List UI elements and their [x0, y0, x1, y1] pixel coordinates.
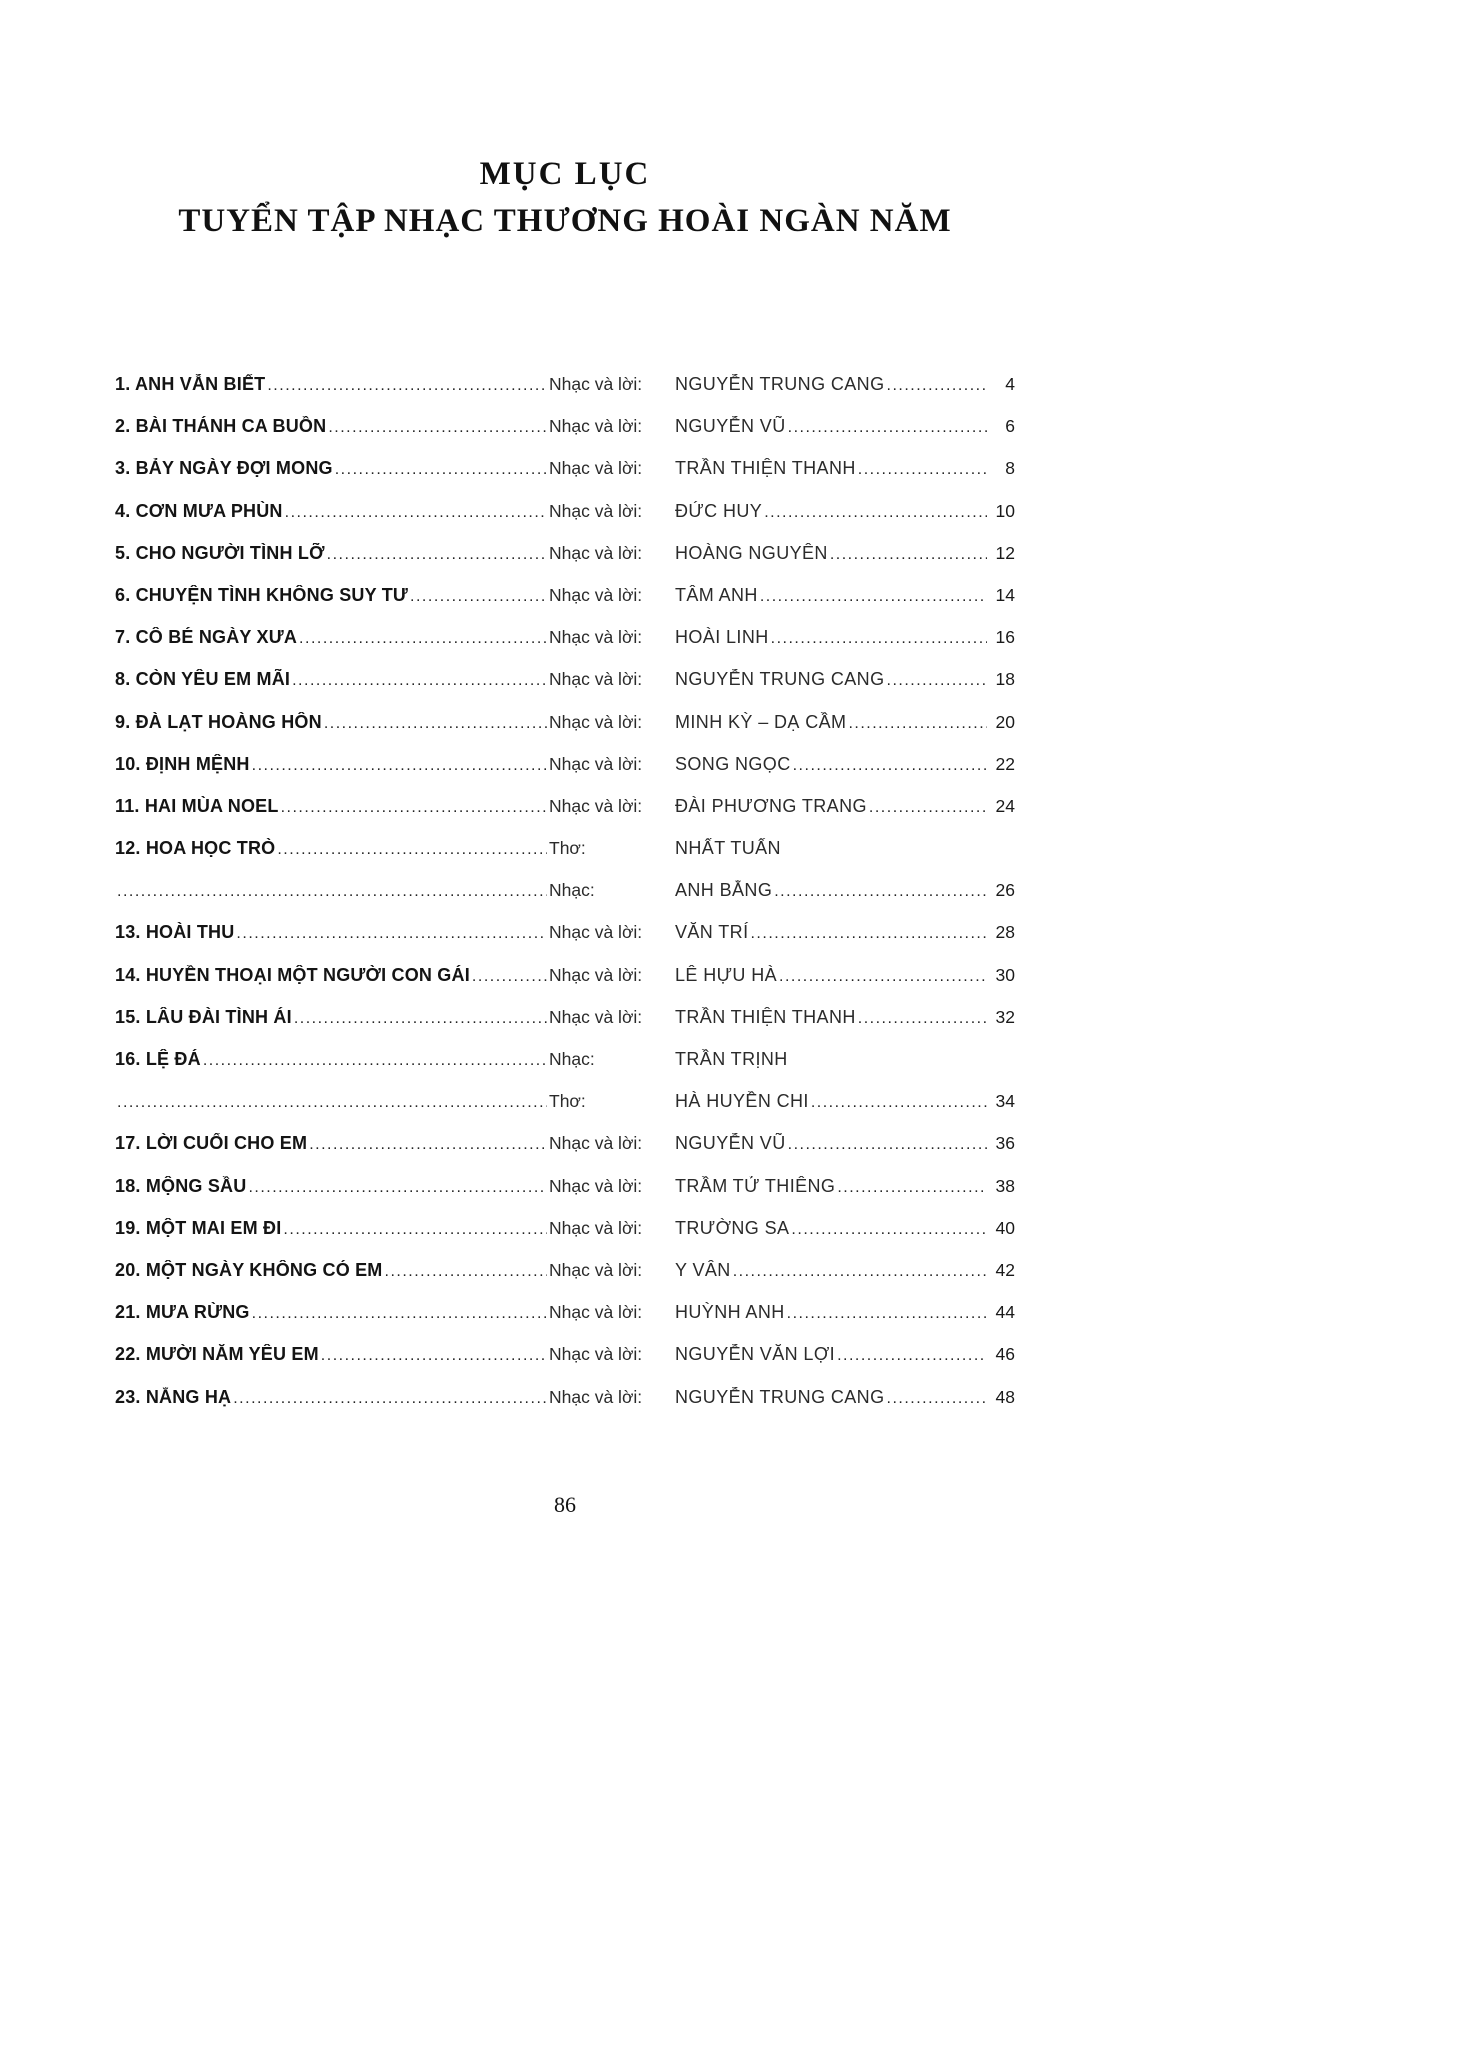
- toc-row-left-zone: [115, 1133, 547, 1154]
- song-title: 9. ĐÀ LẠT HOÀNG HÔN: [115, 711, 322, 732]
- toc-row: [115, 838, 1015, 880]
- author-name: HOÀI LINH: [675, 627, 769, 648]
- toc-row-left-zone: [115, 1094, 547, 1112]
- song-title: 13. HOÀI THU: [115, 922, 235, 943]
- dot-leader: [283, 1221, 547, 1239]
- toc-row-author-zone: [675, 1344, 1015, 1365]
- toc-row-author-zone: [675, 1387, 1015, 1408]
- toc-row-author-zone: [675, 1218, 1015, 1239]
- toc-row-author-zone: [675, 458, 1015, 479]
- author-dot-leader: [858, 1010, 987, 1028]
- credit-label: Nhạc và lời:: [549, 964, 643, 985]
- toc-row-left-zone: [115, 754, 547, 775]
- toc-row-left-zone: [115, 374, 547, 395]
- author-dot-leader: [887, 672, 988, 690]
- dot-leader: [252, 757, 547, 775]
- page-ref: 44: [995, 1302, 1015, 1323]
- credit-label: Nhạc và lời:: [549, 922, 643, 943]
- page-header: [115, 156, 1015, 240]
- toc-row: [115, 669, 1015, 711]
- author-name: NGUYỄN TRUNG CANG: [675, 374, 885, 394]
- toc-row-author-zone: [675, 1091, 1015, 1112]
- dot-leader: [309, 1136, 547, 1154]
- toc-row-author-zone: [675, 1007, 1015, 1028]
- credit-label: Thơ:: [549, 838, 586, 859]
- song-title: 7. CÔ BÉ NGÀY XƯA: [115, 627, 298, 648]
- song-title: 12. HOA HỌC TRÒ: [115, 838, 276, 859]
- song-title: 22. MƯỜI NĂM YÊU EM: [115, 1344, 319, 1365]
- author-dot-leader: [869, 799, 987, 817]
- toc-row-left-zone: [115, 1218, 547, 1239]
- song-title: 17. LỜI CUỐI CHO EM: [115, 1133, 308, 1154]
- credit-label: Nhạc và lời:: [549, 1344, 643, 1365]
- page-ref: 42: [995, 1259, 1015, 1280]
- credit-label: Nhạc và lời:: [549, 1006, 643, 1027]
- author-name: TÂM ANH: [675, 584, 758, 605]
- dot-leader: [328, 419, 547, 437]
- toc-row-author-zone: [675, 796, 1015, 817]
- song-title: 8. CÒN YÊU EM MÃI: [115, 669, 291, 690]
- toc-row-author-zone: [675, 754, 1015, 775]
- song-title: 3. BẢY NGÀY ĐỢI MONG: [115, 458, 333, 479]
- author-dot-leader: [788, 1136, 987, 1154]
- author-dot-leader: [837, 1347, 987, 1365]
- author-name: SONG NGỌC: [675, 753, 791, 774]
- toc-row-left-zone: [115, 1049, 547, 1070]
- credit-label: Nhạc và lời:: [549, 1217, 643, 1238]
- toc-row: [115, 1176, 1015, 1218]
- author-name: TRẦN TRỊNH: [675, 1049, 788, 1069]
- dot-leader: [248, 1179, 547, 1197]
- dot-leader: [252, 1305, 547, 1323]
- toc-row: [115, 543, 1015, 585]
- dot-leader: [410, 588, 547, 606]
- credit-label: Nhạc và lời:: [549, 542, 643, 563]
- toc-row: [115, 374, 1015, 416]
- toc-row-author-zone: [675, 965, 1015, 986]
- toc-list: [115, 374, 1015, 1429]
- page-ref: 16: [995, 627, 1015, 648]
- toc-row-author-zone: [675, 374, 1015, 395]
- song-title: 10. ĐỊNH MỆNH: [115, 753, 250, 774]
- page-ref: 34: [995, 1091, 1015, 1112]
- toc-row-author-zone: [675, 1049, 1015, 1070]
- song-title: 14. HUYỀN THOẠI MỘT NGƯỜI CON GÁI: [115, 964, 470, 985]
- dot-leader: [385, 1263, 548, 1281]
- author-dot-leader: [887, 1390, 988, 1408]
- dot-leader: [233, 1390, 547, 1408]
- author-name: ANH BẰNG: [675, 880, 773, 901]
- dot-leader: [472, 968, 547, 986]
- page-ref: 20: [995, 711, 1015, 732]
- page-ref: 6: [1005, 416, 1015, 437]
- toc-row: [115, 1260, 1015, 1302]
- toc-row-left-zone: [115, 416, 547, 437]
- credit-label: Nhạc và lời:: [549, 1175, 643, 1196]
- credit-label: Nhạc:: [549, 1049, 595, 1069]
- page-ref: 46: [995, 1344, 1015, 1365]
- credit-label: Nhạc và lời:: [549, 753, 643, 774]
- credit-label: Nhạc và lời:: [549, 584, 643, 605]
- toc-row-left-zone: [115, 1260, 547, 1281]
- dot-leader: [117, 883, 547, 901]
- toc-row: [115, 1344, 1015, 1386]
- author-name: NGUYỄN VŨ: [675, 416, 786, 437]
- folio-page-number: 86: [554, 1492, 576, 1517]
- dot-leader: [285, 504, 547, 522]
- author-name: HUỲNH ANH: [675, 1302, 785, 1323]
- credit-label: Nhạc và lời:: [549, 458, 643, 479]
- song-title: 20. MỘT NGÀY KHÔNG CÓ EM: [115, 1259, 383, 1280]
- song-title: 19. MỘT MAI EM ĐI: [115, 1217, 282, 1238]
- credit-label: Nhạc và lời:: [549, 416, 643, 437]
- toc-row-author-zone: [675, 1176, 1015, 1197]
- toc-row: [115, 585, 1015, 627]
- author-dot-leader: [811, 1094, 987, 1112]
- toc-row-author-zone: [675, 922, 1015, 943]
- dot-leader: [294, 1010, 547, 1028]
- dot-leader: [236, 925, 547, 943]
- song-title: 21. MƯA RỪNG: [115, 1302, 250, 1323]
- author-name: NGUYỄN VĂN LỢI: [675, 1344, 836, 1365]
- toc-row-author-zone: [675, 585, 1015, 606]
- page-ref: 36: [995, 1133, 1015, 1154]
- page-ref: 12: [995, 542, 1015, 563]
- author-name: VĂN TRÍ: [675, 922, 749, 943]
- author-dot-leader: [858, 461, 987, 479]
- author-name: HOÀNG NGUYÊN: [675, 542, 828, 563]
- author-dot-leader: [787, 1305, 987, 1323]
- toc-row-author-zone: [675, 838, 1015, 859]
- dot-leader: [327, 546, 547, 564]
- author-dot-leader: [837, 1179, 987, 1197]
- song-title: 18. MỘNG SẦU: [115, 1175, 247, 1196]
- author-name: TRẦN THIỆN THANH: [675, 1006, 856, 1027]
- toc-row-left-zone: [115, 1176, 547, 1197]
- page-ref: 28: [995, 922, 1015, 943]
- author-dot-leader: [764, 504, 987, 522]
- credit-label: Nhạc và lời:: [549, 711, 643, 732]
- toc-row-author-zone: [675, 1260, 1015, 1281]
- toc-row-left-zone: [115, 712, 547, 733]
- credit-label: Nhạc và lời:: [549, 374, 643, 394]
- toc-row-left-zone: [115, 458, 547, 479]
- toc-row-author-zone: [675, 627, 1015, 648]
- dot-leader: [203, 1052, 547, 1070]
- author-name: Y VÂN: [675, 1259, 731, 1280]
- credit-label: Nhạc:: [549, 880, 595, 901]
- toc-row: [115, 922, 1015, 964]
- author-dot-leader: [793, 757, 987, 775]
- toc-row-left-zone: [115, 922, 547, 943]
- toc-row-author-zone: [675, 712, 1015, 733]
- toc-row: [115, 501, 1015, 543]
- page-ref: 40: [995, 1217, 1015, 1238]
- author-dot-leader: [848, 715, 987, 733]
- toc-row: [115, 458, 1015, 500]
- author-dot-leader: [771, 630, 987, 648]
- toc-row: [115, 880, 1015, 922]
- song-title: 4. CƠN MƯA PHÙN: [115, 500, 283, 521]
- credit-label: Nhạc và lời:: [549, 627, 643, 648]
- toc-row-left-zone: [115, 1007, 547, 1028]
- author-dot-leader: [750, 925, 987, 943]
- toc-row: [115, 712, 1015, 754]
- dot-leader: [117, 1094, 547, 1112]
- toc-row-left-zone: [115, 585, 547, 606]
- dot-leader: [299, 630, 547, 648]
- toc-row-author-zone: [675, 669, 1015, 690]
- page-title: MỤC LỤC: [479, 156, 651, 192]
- author-dot-leader: [830, 546, 987, 564]
- toc-row: [115, 1133, 1015, 1175]
- toc-row: [115, 1049, 1015, 1091]
- toc-row-author-zone: [675, 1133, 1015, 1154]
- toc-row-left-zone: [115, 669, 547, 690]
- toc-row-left-zone: [115, 627, 547, 648]
- toc-row-author-zone: [675, 416, 1015, 437]
- credit-label: Nhạc và lời:: [549, 500, 643, 521]
- toc-row-left-zone: [115, 1302, 547, 1323]
- author-dot-leader: [733, 1263, 987, 1281]
- toc-row-author-zone: [675, 880, 1015, 901]
- toc-row-left-zone: [115, 1344, 547, 1365]
- credit-label: Nhạc và lời:: [549, 1259, 643, 1280]
- toc-row-left-zone: [115, 796, 547, 817]
- toc-row: [115, 1218, 1015, 1260]
- page-ref: 48: [995, 1386, 1015, 1407]
- author-name: TRẦM TỬ THIÊNG: [675, 1175, 836, 1196]
- song-title: 23. NẮNG HẠ: [115, 1386, 232, 1407]
- toc-row: [115, 1091, 1015, 1133]
- toc-row-left-zone: [115, 501, 547, 522]
- toc-row-author-zone: [675, 1302, 1015, 1323]
- author-dot-leader: [760, 588, 987, 606]
- song-title: 1. ANH VẪN BIẾT: [115, 374, 266, 394]
- toc-row: [115, 754, 1015, 796]
- toc-row: [115, 1387, 1015, 1429]
- toc-row-left-zone: [115, 543, 547, 564]
- toc-row: [115, 1302, 1015, 1344]
- toc-row-author-zone: [675, 543, 1015, 564]
- dot-leader: [292, 672, 547, 690]
- credit-label: Nhạc và lời:: [549, 669, 643, 690]
- page-ref: 38: [995, 1175, 1015, 1196]
- author-name: ĐÀI PHƯƠNG TRANG: [675, 795, 867, 816]
- author-name: NHẤT TUẤN: [675, 838, 781, 859]
- toc-row: [115, 1007, 1015, 1049]
- page-ref: 4: [1005, 374, 1015, 394]
- dot-leader: [321, 1347, 547, 1365]
- credit-label: Thơ:: [549, 1091, 586, 1112]
- page-ref: 14: [995, 584, 1015, 605]
- toc-row-left-zone: [115, 1387, 547, 1408]
- author-dot-leader: [887, 377, 988, 395]
- page-ref: 32: [995, 1006, 1015, 1027]
- credit-label: Nhạc và lời:: [549, 1302, 643, 1323]
- dot-leader: [324, 715, 547, 733]
- page-ref: 30: [995, 964, 1015, 985]
- page-ref: 18: [995, 669, 1015, 690]
- dot-leader: [277, 841, 547, 859]
- author-name: TRẦN THIỆN THANH: [675, 458, 856, 479]
- author-name: TRƯỜNG SA: [675, 1217, 790, 1238]
- author-dot-leader: [788, 419, 987, 437]
- credit-label: Nhạc và lời:: [549, 1386, 643, 1407]
- author-dot-leader: [779, 968, 987, 986]
- author-name: NGUYỄN TRUNG CANG: [675, 1386, 885, 1407]
- page-ref: 8: [1005, 458, 1015, 479]
- page-subtitle: TUYỂN TẬP NHẠC THƯƠNG HOÀI NGÀN NĂM: [178, 203, 952, 239]
- song-title: 11. HAI MÙA NOEL: [115, 795, 279, 816]
- song-title: 5. CHO NGƯỜI TÌNH LỠ: [115, 542, 325, 563]
- author-name: HÀ HUYỀN CHI: [675, 1091, 809, 1112]
- song-title: 6. CHUYỆN TÌNH KHÔNG SUY TƯ: [115, 584, 409, 605]
- toc-row: [115, 796, 1015, 838]
- song-title: 2. BÀI THÁNH CA BUỒN: [115, 416, 327, 437]
- author-name: ĐỨC HUY: [675, 500, 763, 521]
- page-ref: 10: [995, 500, 1015, 521]
- author-dot-leader: [791, 1221, 987, 1239]
- page-ref: 26: [995, 880, 1015, 901]
- dot-leader: [335, 461, 547, 479]
- toc-row: [115, 965, 1015, 1007]
- page-ref: 24: [995, 795, 1015, 816]
- author-name: MINH KỲ – DẠ CẦM: [675, 711, 847, 732]
- author-name: NGUYỄN VŨ: [675, 1133, 786, 1154]
- toc-row-author-zone: [675, 501, 1015, 522]
- page-ref: 22: [995, 753, 1015, 774]
- toc-row-left-zone: [115, 883, 547, 901]
- author-name: LÊ HỰU HÀ: [675, 964, 777, 985]
- toc-row-left-zone: [115, 965, 547, 986]
- credit-label: Nhạc và lời:: [549, 1133, 643, 1154]
- song-title: 15. LÂU ĐÀI TÌNH ÁI: [115, 1006, 292, 1027]
- page-footer: [115, 1492, 1015, 1518]
- toc-row-left-zone: [115, 838, 547, 859]
- toc-row: [115, 416, 1015, 458]
- credit-label: Nhạc và lời:: [549, 795, 643, 816]
- song-title: 16. LỆ ĐÁ: [115, 1049, 201, 1069]
- author-dot-leader: [774, 883, 987, 901]
- author-name: NGUYỄN TRUNG CANG: [675, 669, 885, 690]
- toc-row: [115, 627, 1015, 669]
- dot-leader: [281, 799, 547, 817]
- dot-leader: [267, 377, 547, 395]
